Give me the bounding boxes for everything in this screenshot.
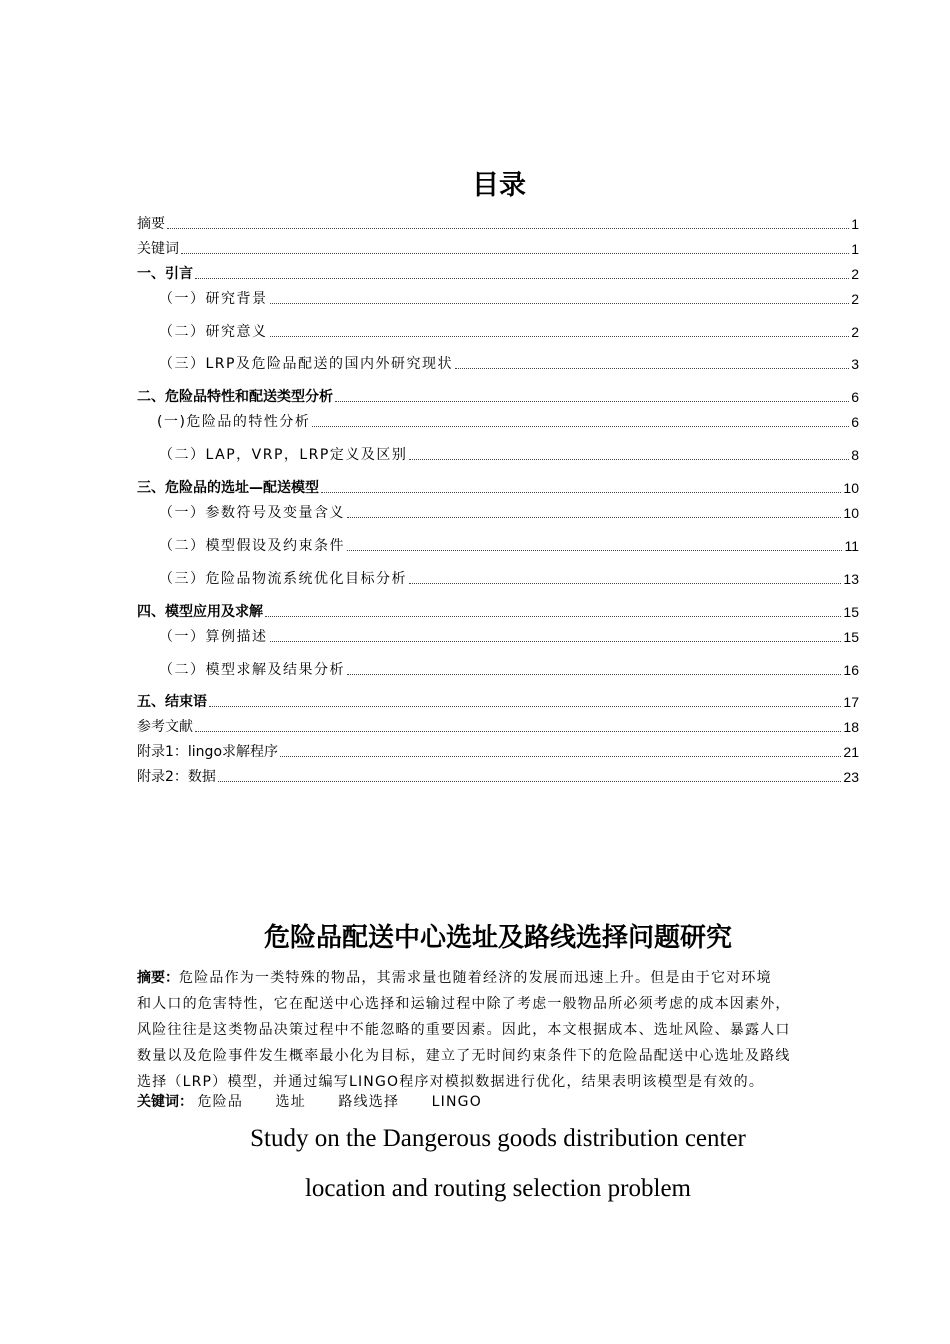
- toc-entry-label: （一）算例描述: [159, 629, 268, 645]
- keyword: 选址: [275, 1094, 306, 1110]
- toc-entry-label: 参考文献: [137, 719, 193, 735]
- abstract: [137, 965, 859, 1095]
- english-title-line-2: location and routing selection problem: [304, 1175, 691, 1202]
- toc-entry[interactable]: [137, 476, 859, 498]
- toc-leader-dots: [280, 755, 841, 757]
- toc-entry-label: 附录1：lingo求解程序: [137, 744, 279, 760]
- toc-title: 目录: [472, 170, 526, 201]
- toc-entry-page: 8: [851, 447, 859, 463]
- abstract-line: [137, 965, 859, 991]
- toc-entry-page: 15: [843, 604, 859, 620]
- toc-leader-dots: [270, 302, 850, 304]
- toc-entry-label: （二）LAP，VRP，LRP定义及区别: [159, 447, 408, 463]
- toc-entry-page: 1: [851, 241, 859, 257]
- toc-entry[interactable]: [137, 410, 859, 432]
- toc-entry[interactable]: [137, 534, 859, 556]
- toc-entry-page: 21: [843, 744, 859, 760]
- toc-leader-dots: [321, 491, 841, 493]
- toc-leader-dots: [209, 705, 841, 707]
- toc-leader-dots: [347, 673, 841, 675]
- toc-leader-dots: [335, 400, 849, 402]
- toc-entry-label: 四、模型应用及求解: [137, 604, 263, 620]
- toc-entry[interactable]: [137, 352, 859, 374]
- toc-leader-dots: [312, 425, 849, 427]
- toc-entry-page: 17: [843, 694, 859, 710]
- toc-entry-page: 18: [843, 719, 859, 735]
- toc-entry-page: 13: [843, 571, 859, 587]
- toc-entry-page: 2: [851, 266, 859, 282]
- keyword: LINGO: [431, 1094, 482, 1110]
- toc-leader-dots: [347, 516, 841, 518]
- abstract-label: 摘要：: [137, 970, 179, 986]
- toc-entry-page: 15: [843, 629, 859, 645]
- toc-entry[interactable]: [137, 443, 859, 465]
- keyword: 危险品: [197, 1094, 244, 1110]
- toc-leader-dots: [265, 615, 841, 617]
- toc-entry-label: 二、危险品特性和配送类型分析: [137, 389, 333, 405]
- keywords: [137, 1089, 859, 1115]
- toc-entry-label: 关键词: [137, 241, 179, 257]
- toc-entry-page: 2: [851, 324, 859, 340]
- toc-entry-label: （一）研究背景: [159, 291, 268, 307]
- toc-entry-label: （二）模型求解及结果分析: [159, 662, 345, 678]
- toc-entry-page: 3: [851, 356, 859, 372]
- toc-entry-page: 16: [843, 662, 859, 678]
- toc-entry-label: （一）参数符号及变量含义: [159, 505, 345, 521]
- toc-leader-dots: [195, 730, 841, 732]
- toc-entry-page: 23: [843, 769, 859, 785]
- toc-leader-dots: [270, 335, 850, 337]
- toc-leader-dots: [409, 582, 841, 584]
- abstract-line: 数量以及危险事件发生概率最小化为目标，建立了无时间约束条件下的危险品配送中心选址及路线: [137, 1048, 791, 1064]
- toc-entry[interactable]: [137, 765, 859, 787]
- toc-entry-label: （三）危险品物流系统优化目标分析: [159, 571, 407, 587]
- toc-entry[interactable]: [137, 567, 859, 589]
- toc-entry[interactable]: [137, 690, 859, 712]
- toc-entry[interactable]: [137, 237, 859, 259]
- toc-entry[interactable]: [137, 320, 859, 342]
- toc-entry[interactable]: [137, 501, 859, 523]
- toc-leader-dots: [347, 549, 842, 551]
- toc-entry-label: 五、结束语: [137, 694, 207, 710]
- toc-entry[interactable]: [137, 658, 859, 680]
- toc-entry[interactable]: [137, 625, 859, 647]
- english-title-line-1: Study on the Dangerous goods distribution center: [250, 1125, 746, 1152]
- toc-entry-label: 附录2：数据: [137, 769, 216, 785]
- abstract-line: 风险往往是这类物品决策过程中不能忽略的重要因素。因此，本文根据成本、选址风险、暴露人口: [137, 1022, 791, 1038]
- abstract-text: 危险品作为一类特殊的物品，其需求量也随着经济的发展而迅速上升。但是由于它对环境: [179, 970, 772, 986]
- toc-leader-dots: [167, 227, 849, 229]
- toc-leader-dots: [181, 252, 849, 254]
- paper-title: 危险品配送中心选址及路线选择问题研究: [263, 923, 732, 953]
- toc-entry-page: 6: [851, 414, 859, 430]
- toc-leader-dots: [218, 780, 842, 782]
- toc-entry-page: 11: [844, 538, 859, 554]
- toc-entry-page: 10: [843, 480, 859, 496]
- toc-leader-dots: [409, 458, 849, 460]
- toc-leader-dots: [270, 640, 842, 642]
- keywords-label: 关键词：: [137, 1094, 193, 1110]
- toc-entry-page: 6: [851, 389, 859, 405]
- toc-entry-page: 2: [851, 291, 859, 307]
- toc-entry[interactable]: [137, 212, 859, 234]
- toc-entry[interactable]: [137, 385, 859, 407]
- toc-entry-label: 三、危险品的选址—配送模型: [137, 480, 319, 496]
- toc-entry-label: (一)危险品的特性分析: [157, 414, 311, 430]
- toc-leader-dots: [455, 367, 849, 369]
- abstract-line: 和人口的危害特性，它在配送中心选择和运输过程中除了考虑一般物品所必须考虑的成本因素外，: [137, 996, 791, 1012]
- toc-entry-label: 一、引言: [137, 266, 193, 282]
- keyword: 路线选择: [338, 1094, 400, 1110]
- toc-entry-page: 1: [851, 216, 859, 232]
- toc-entry[interactable]: [137, 740, 859, 762]
- toc-entry-label: （三）LRP及危险品配送的国内外研究现状: [159, 356, 453, 372]
- toc-entry-label: （二）模型假设及约束条件: [159, 538, 345, 554]
- toc-entry-page: 10: [843, 505, 859, 521]
- abstract-line: 选择（LRP）模型，并通过编写LINGO程序对模拟数据进行优化，结果表明该模型是有效的。: [137, 1074, 765, 1090]
- toc-entry-label: 摘要: [137, 216, 165, 232]
- toc-entry-label: （二）研究意义: [159, 324, 268, 340]
- toc-entry[interactable]: [137, 715, 859, 737]
- toc-entry[interactable]: [137, 600, 859, 622]
- toc-entry[interactable]: [137, 287, 859, 309]
- toc-leader-dots: [195, 277, 849, 279]
- toc-entry[interactable]: [137, 262, 859, 284]
